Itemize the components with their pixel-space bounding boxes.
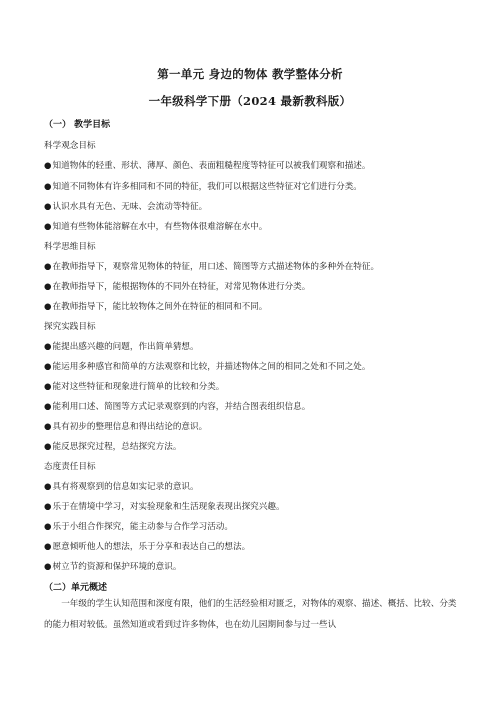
bullet-icon: ●	[44, 161, 52, 171]
bullet-icon: ●	[44, 282, 52, 292]
bullet-icon: ●	[44, 302, 52, 312]
bullet-icon: ●	[44, 442, 52, 452]
bullet-icon: ●	[44, 362, 52, 372]
bullet-icon: ●	[44, 542, 52, 552]
list-item: ●知道不同物体有许多相同和不同的特征，我们可以根据这些特征对它们进行分类。	[44, 182, 362, 192]
list-item: ●具有将观察到的信息如实记录的意识。	[44, 482, 199, 492]
bullet-icon: ●	[44, 522, 52, 532]
list-item: ●知道物体的轻重、形状、薄厚、颜色、表面粗糙程度等特征可以被我们观察和描述。	[44, 161, 371, 171]
list-item: ●乐于小组合作探究，能主动参与合作学习活动。	[44, 522, 233, 532]
list-item: ●在教师指导下，观察常见物体的特征，用口述、简图等方式描述物体的多种外在特征。	[44, 262, 380, 272]
group-label-concept: 科学观念目标	[44, 141, 96, 151]
group-label-practice: 探究实践目标	[44, 322, 96, 332]
bullet-icon: ●	[44, 402, 52, 412]
overview-paragraph: 一年级的学生认知范围和深度有限，他们的生活经验相对匮乏，对物体的观察、描述、概括、比较、分类的能力相对较低。虽然知道或看到过许多物体，也在幼儿园期间参与过一些认	[44, 599, 457, 630]
list-item: ●乐于在情境中学习，对实验现象和生活现象表现出探究兴趣。	[44, 502, 285, 512]
document-subtitle: 一年级科学下册（2024 最新教科版）	[148, 94, 352, 108]
list-item: ●能利用口述、简图等方式记录观察到的内容，并结合图表组织信息。	[44, 402, 311, 412]
list-item: ●认识水具有无色、无味、会流动等特征。	[44, 202, 208, 212]
group-label-thinking: 科学思维目标	[44, 242, 96, 252]
bullet-icon: ●	[44, 562, 52, 572]
bullet-icon: ●	[44, 422, 52, 432]
bullet-icon: ●	[44, 342, 52, 352]
bullet-icon: ●	[44, 482, 52, 492]
section-heading-objectives: （一） 教学目标	[44, 120, 111, 130]
list-item: ●愿意倾听他人的想法，乐于分享和表达自己的想法。	[44, 542, 251, 552]
list-item: ●能提出感兴趣的问题，作出简单猜想。	[44, 342, 199, 352]
bullet-icon: ●	[44, 382, 52, 392]
bullet-icon: ●	[44, 222, 52, 232]
list-item: ●知道有些物体能溶解在水中，有些物体很难溶解在水中。	[44, 222, 268, 232]
section-heading-overview: （二）单元概述	[44, 583, 108, 593]
bullet-icon: ●	[44, 182, 52, 192]
list-item: ●能对这些特征和现象进行简单的比较和分类。	[44, 382, 225, 392]
list-item: ●树立节约资源和保护环境的意识。	[44, 562, 182, 572]
list-item: ●能反思探究过程，总结探究方法。	[44, 442, 182, 452]
bullet-icon: ●	[44, 202, 52, 212]
document-title: 第一单元 身边的物体 教学整体分析	[157, 67, 343, 81]
group-label-attitude: 态度责任目标	[44, 462, 96, 472]
list-item: ●在教师指导下，能比较物体之间外在特征的相同和不同。	[44, 302, 268, 312]
list-item: ●具有初步的整理信息和得出结论的意识。	[44, 422, 208, 432]
bullet-icon: ●	[44, 502, 52, 512]
list-item: ●能运用多种感官和简单的方法观察和比较，并描述物体之间的相同之处和不同之处。	[44, 362, 371, 372]
bullet-icon: ●	[44, 262, 52, 272]
list-item: ●在教师指导下，能根据物体的不同外在特征，对常见物体进行分类。	[44, 282, 311, 292]
